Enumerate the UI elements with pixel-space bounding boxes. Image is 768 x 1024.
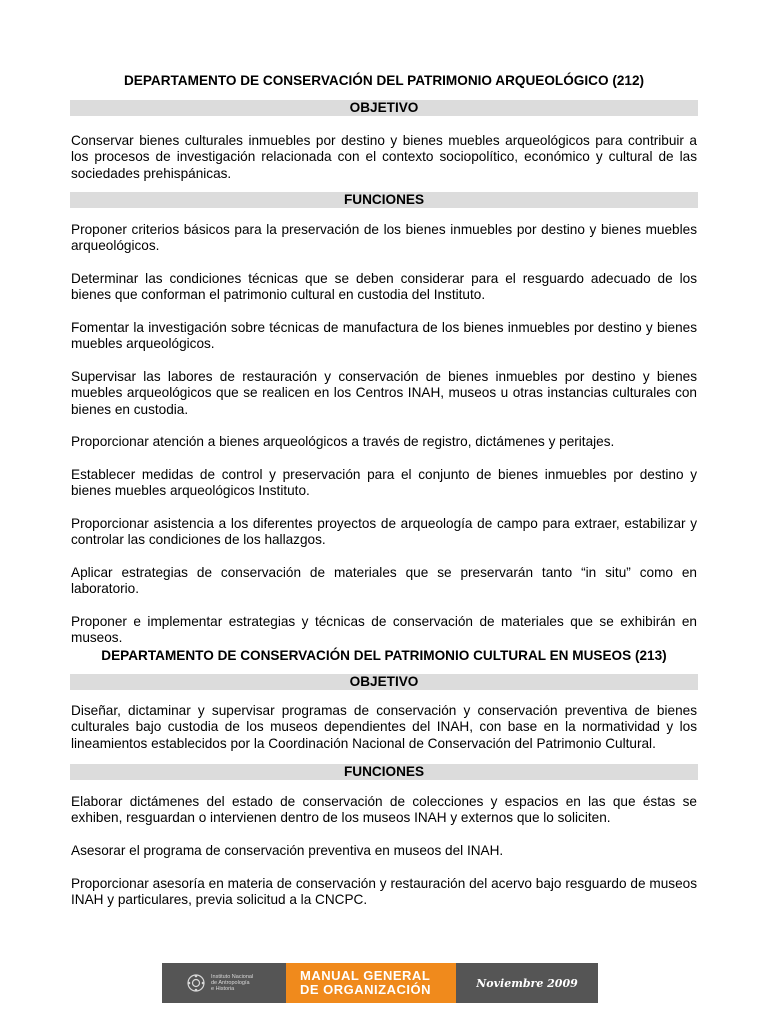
section2-funcion-1: Elaborar dictámenes del estado de conservación de colecciones y espacios en las que éstas se exhiben, resguardan o intervienen dentro de los museos INAH y externos que lo soliciten. — [71, 794, 697, 826]
section2-objetivo-text: Diseñar, dictaminar y supervisar programas de conservación y conservación preventiva de bienes culturales bajo custodia de los museos dependientes del INAH, con base en la normatividad y los lineamientos establecidos por la Coordinación Nacional de Conservación del Patrimonio Cultural. — [71, 703, 697, 751]
institute-line-1: Instituto Nacional — [211, 974, 254, 980]
section1-funcion-8: Aplicar estrategias de conservación de materiales que se preservarán tanto “in situ” como en laboratorio. — [71, 565, 697, 597]
section1-funcion-6: Establecer medidas de control y preservación para el conjunto de bienes inmuebles por destino y bienes muebles arqueológicos Instituto. — [71, 467, 697, 499]
footer-band — [162, 963, 598, 1003]
inah-logo-icon — [186, 973, 206, 993]
institute-block — [162, 963, 286, 1003]
institute-name — [211, 974, 253, 992]
section1-funcion-2: Determinar las condiciones técnicas que se deben considerar para el resguardo adecuado de los bienes que conforman el patrimonio cultural en custodia del Instituto. — [71, 271, 697, 303]
institute-line-2: de Antropología — [211, 980, 250, 986]
section2-title: DEPARTAMENTO DE CONSERVACIÓN DEL PATRIMONIO CULTURAL EN MUSEOS (213) — [101, 648, 667, 663]
institute-line-3: e Historia — [211, 986, 235, 992]
section1-funcion-5: Proporcionar atención a bienes arqueológicos a través de registro, dictámenes y peritajes. — [71, 434, 615, 449]
manual-line-1: MANUAL GENERAL — [300, 968, 431, 983]
section1-objetivo-heading: OBJETIVO — [70, 100, 698, 116]
section1-funcion-4: Supervisar las labores de restauración y conservación de bienes inmuebles por destino y bienes muebles arqueológicos que se realicen en los Centros INAH, museos u otras instancias culturales con bienes en custodia. — [71, 369, 697, 417]
section2-funciones-heading: FUNCIONES — [70, 764, 698, 780]
section2-funcion-2: Asesorar el programa de conservación preventiva en museos del INAH. — [71, 843, 504, 858]
manual-line-2: DE ORGANIZACIÓN — [300, 982, 431, 997]
section1-title: DEPARTAMENTO DE CONSERVACIÓN DEL PATRIMONIO ARQUEOLÓGICO (212) — [123, 73, 645, 88]
section1-funcion-3: Fomentar la investigación sobre técnicas de manufactura de los bienes inmuebles por destino y bienes muebles arqueológicos. — [71, 320, 697, 352]
section1-objetivo-text: Conservar bienes culturales inmuebles por destino y bienes muebles arqueológicos para contribuir a los procesos de investigación relacionada con el contexto sociopolítico, económico y cultural de las sociedades prehispánicas. — [71, 133, 697, 181]
section1-funcion-9: Proponer e implementar estrategias y técnicas de conservación de materiales que se exhibirán en museos. — [71, 614, 697, 646]
section1-funcion-7: Proporcionar asistencia a los diferentes proyectos de arqueología de campo para extraer, estabilizar y controlar las condiciones de los hallazgos. — [71, 516, 697, 548]
section1-funciones-heading: FUNCIONES — [70, 192, 698, 208]
footer-date: Noviembre 2009 — [476, 976, 578, 990]
section1-funcion-1: Proponer criterios básicos para la preservación de los bienes inmuebles por destino y bienes muebles arqueológicos. — [71, 222, 697, 254]
section2-funcion-3: Proporcionar asesoría en materia de conservación y restauración del acervo bajo resguardo de museos INAH y particulares, previa solicitud a la CNCPC. — [71, 876, 697, 908]
section2-objetivo-heading: OBJETIVO — [70, 674, 698, 690]
manual-block — [286, 963, 456, 1003]
